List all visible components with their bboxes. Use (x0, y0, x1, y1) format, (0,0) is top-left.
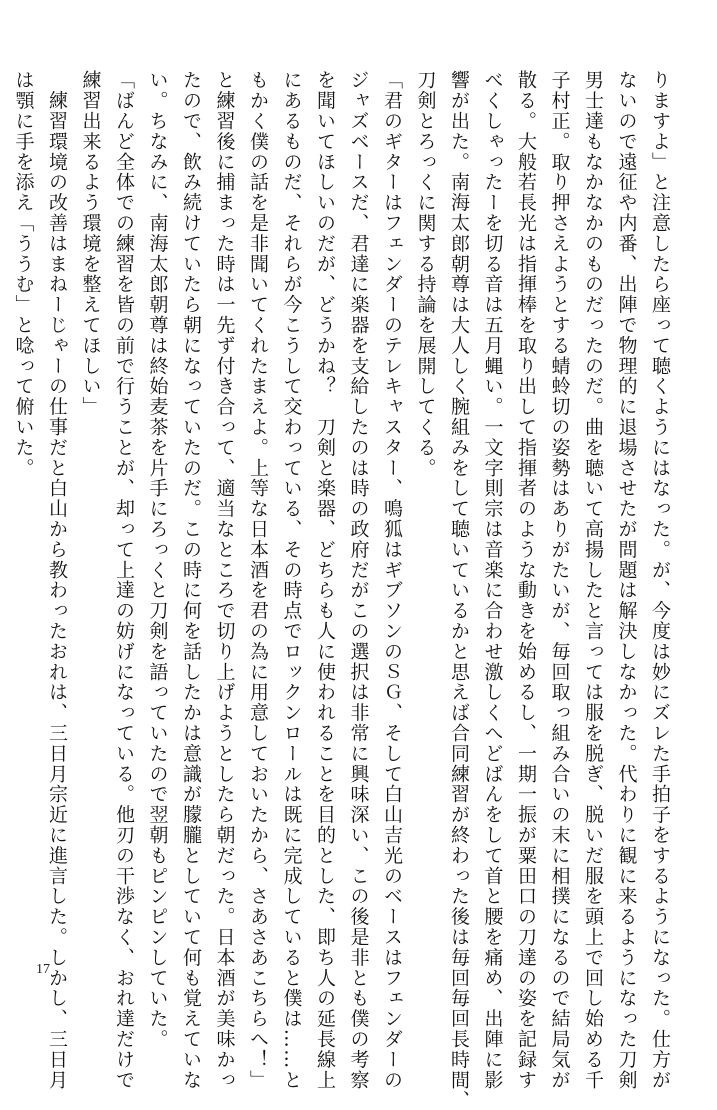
text-line: りますよ」と注意したら座って聴くようにはなった。が、今度は妙にズレた手拍子をするようになった。仕方が (649, 70, 671, 1090)
text-line: 練習環境の改善はまねーじゃーの仕事だと白山から教わったおれは、三日月宗近に進言した。しかし、三日月 (46, 70, 68, 1090)
text-line: ジャズベースだ、君達に楽器を支給したのは時の政府だがこの選択は非常に興味深い、この後是非とも僕の考察 (347, 70, 370, 1090)
text-line: と練習後に捕まった時は一先ず付き合って、適当なところで切り上げようとしたら朝だった。日本酒が美味かっ (213, 70, 236, 1090)
text-line: ないので遠征や内番、出陣で物理的に退場させたが問題は解決しなかった。代わりに観に来るようになった刀剣 (615, 70, 638, 1090)
text-line: 刀剣とろっくに関する持論を展開してくる。 (414, 70, 437, 478)
text-line: い。ちなみに、南海太郎朝尊は終始麦茶を片手にろっくと刀剣を語っていたので翌朝もピンピンしていた。 (146, 70, 169, 1050)
text-line: 「ばんど全体での練習を皆の前で行うことが、却って上達の妨げになっている。他刃の干渉なく、おれ達だけで (113, 70, 135, 1090)
text-line: 「君のギターはフェンダーのテレキャスター、鳴狐はギブソンのＳＧ、そして白山吉光のベースはフェンダーの (381, 70, 403, 1090)
text-line: は顎に手を添え「ううむ」と唸って俯いた。 (12, 70, 35, 478)
text-line: 練習出来るよう環境を整えてほしい」 (79, 70, 102, 417)
text-line: べくしゃったーを切る音は五月蝿い。一文字則宗は音楽に合わせ激しくへどばんをして首と腰を痛め、出陣に影 (481, 70, 504, 1090)
text-line: 子村正。取り押さえようとする蜻蛉切の姿勢はありがたいが、毎回取っ組み合いの末に相撲になるので結局気が (548, 70, 571, 1090)
text-line: たので、飲み続けていたら朝になっていたのだ。この時に何を話したかは意識が朦朧としていて何も覚えていな (180, 70, 202, 1090)
text-line: を聞いてほしいのだが、どうかね？ 刀剣と楽器、どちらも人に使われることを目的とした、即ち人の延長線上 (314, 70, 336, 1090)
text-line: にあるものだ、それらが今こうして交わっている、その時点でロックンロールは既に完成していると僕は……と (280, 70, 303, 1090)
text-line: もかく僕の話を是非聞いてくれたまえよ。上等な日本酒を君の為に用意しておいたから、さあさあこちらへ！」 (247, 70, 269, 1090)
text-line: 響が出た。南海太郎朝尊は大人しく腕組みをして聴いているかと思えば合同練習が終わった後は毎回毎回長時間、 (448, 70, 470, 1110)
text-line: 男士達もなかなかのものだったのだ。曲を聴いて高揚したと言っては服を脱ぎ、脱いだ服を頭上で回し始める千 (582, 70, 604, 1090)
text-line: 散る。大般若長光は指揮棒を取り出して指揮者のような動きを始めるし、一期一振が粟田口の刀達の姿を記録す (515, 70, 537, 1090)
page-number: 17 (36, 962, 50, 977)
